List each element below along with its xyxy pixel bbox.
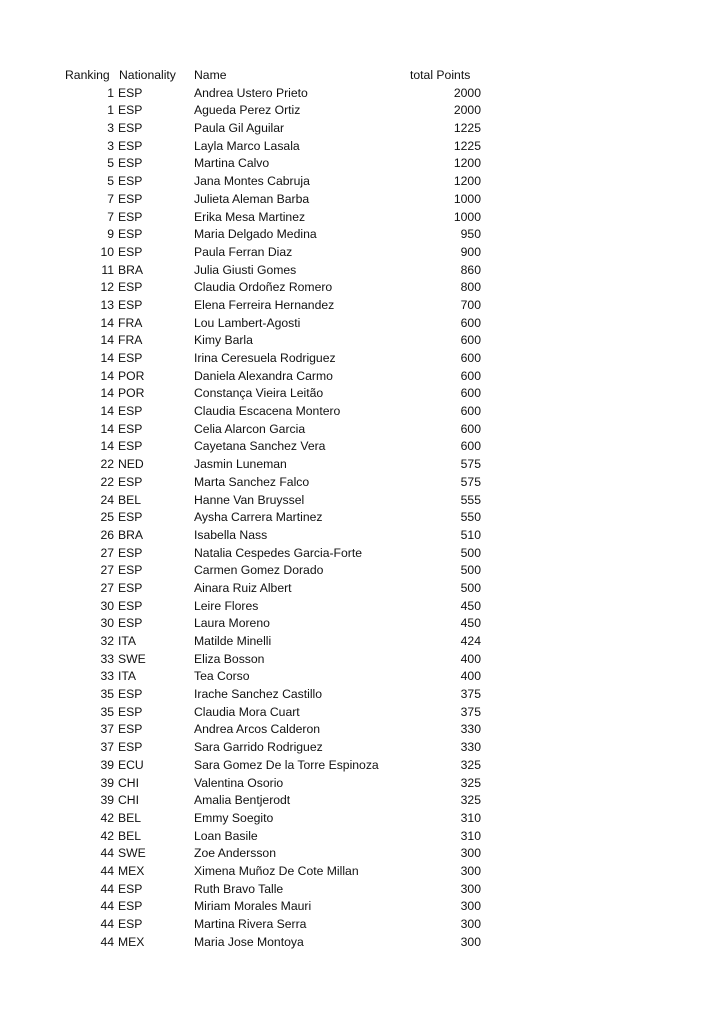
nationality-cell: MEX [118, 934, 145, 949]
rank-cell: 11 [101, 262, 114, 277]
name-cell: Eliza Bosson [194, 651, 265, 666]
nationality-cell: ESP [118, 545, 143, 560]
name-cell: Paula Gil Aguilar [194, 121, 285, 136]
table-row [0, 509, 724, 527]
rank-cell: 1 [107, 85, 114, 100]
table-row [0, 545, 724, 563]
rank-cell: 42 [100, 810, 114, 825]
table-body [0, 85, 724, 952]
table-row [0, 721, 724, 739]
name-cell: Claudia Mora Cuart [194, 704, 300, 719]
rank-cell: 7 [107, 209, 114, 224]
name-cell: Carmen Gomez Dorado [194, 563, 324, 578]
table-row [0, 704, 724, 722]
name-cell: Emmy Soegito [194, 810, 274, 825]
rank-cell: 10 [100, 244, 114, 259]
points-cell: 600 [460, 333, 481, 348]
points-cell: 550 [460, 510, 481, 525]
nationality-cell: ESP [118, 297, 143, 312]
name-cell: Julieta Aleman Barba [194, 191, 310, 206]
rank-cell: 35 [100, 687, 114, 702]
header-name: Name [194, 68, 227, 82]
name-cell: Layla Marco Lasala [194, 138, 300, 153]
points-cell: 500 [460, 563, 481, 578]
table-row [0, 85, 724, 103]
points-cell: 300 [460, 863, 481, 878]
name-cell: Claudia Escacena Montero [194, 404, 341, 419]
rank-cell: 13 [100, 297, 114, 312]
table-row [0, 262, 724, 280]
rank-cell: 37 [100, 722, 114, 737]
rank-cell: 33 [100, 669, 114, 684]
nationality-cell: FRA [118, 315, 143, 330]
nationality-cell: ESP [118, 704, 143, 719]
nationality-cell: BEL [118, 492, 142, 507]
points-cell: 500 [460, 545, 481, 560]
points-cell: 900 [460, 244, 481, 259]
table-row [0, 863, 724, 881]
rank-cell: 27 [100, 545, 114, 560]
rank-cell: 44 [100, 934, 114, 949]
points-cell: 600 [460, 421, 481, 436]
nationality-cell: SWE [118, 651, 146, 666]
nationality-cell: ESP [118, 138, 143, 153]
rank-cell: 39 [100, 757, 114, 772]
nationality-cell: FRA [118, 333, 143, 348]
points-cell: 325 [460, 757, 481, 772]
table-row [0, 792, 724, 810]
name-cell: Sara Gomez De la Torre Espinoza [194, 757, 379, 772]
points-cell: 330 [460, 722, 481, 737]
name-cell: Aysha Carrera Martinez [194, 510, 323, 525]
nationality-cell: ESP [118, 722, 143, 737]
rank-cell: 1 [107, 103, 114, 118]
rank-cell: 32 [100, 634, 114, 648]
header-ranking: Ranking [65, 68, 110, 82]
table-row [0, 775, 724, 793]
name-cell: Sara Garrido Rodriguez [194, 740, 323, 755]
nationality-cell: ESP [118, 740, 143, 755]
nationality-cell: ESP [118, 351, 143, 365]
rank-cell: 3 [107, 138, 114, 153]
nationality-cell: CHI [118, 775, 139, 790]
name-cell: Natalia Cespedes Garcia-Forte [194, 545, 362, 560]
table-row [0, 209, 724, 227]
table-row [0, 155, 724, 173]
table-row [0, 279, 724, 297]
name-cell: Ruth Bravo Talle [194, 881, 284, 896]
nationality-cell: ESP [118, 510, 143, 525]
rank-cell: 33 [100, 651, 114, 666]
nationality-cell: NED [118, 457, 144, 472]
nationality-cell: POR [118, 368, 145, 383]
points-cell: 600 [460, 368, 481, 383]
nationality-cell: BRA [118, 262, 144, 277]
points-cell: 300 [460, 899, 481, 914]
points-cell: 555 [460, 492, 481, 507]
table-row [0, 828, 724, 846]
rank-cell: 14 [100, 421, 114, 436]
rank-cell: 39 [100, 793, 114, 808]
name-cell: Valentina Osorio [194, 775, 284, 790]
points-cell: 424 [460, 634, 481, 648]
table-row [0, 474, 724, 492]
name-cell: Miriam Morales Mauri [194, 899, 312, 914]
rank-cell: 35 [100, 704, 114, 719]
name-cell: Lou Lambert-Agosti [194, 315, 301, 330]
table-row [0, 120, 724, 138]
name-cell: Jasmin Luneman [194, 457, 287, 472]
rank-cell: 5 [107, 156, 114, 171]
name-cell: Loan Basile [194, 828, 258, 843]
nationality-cell: ESP [118, 103, 143, 118]
nationality-cell: ESP [118, 121, 143, 136]
rank-cell: 22 [100, 474, 114, 489]
nationality-cell: BEL [118, 828, 142, 843]
table-row [0, 916, 724, 934]
nationality-cell: SWE [118, 846, 146, 861]
rank-cell: 3 [107, 121, 114, 136]
name-cell: Leire Flores [194, 598, 259, 613]
points-cell: 575 [460, 457, 481, 472]
table-row [0, 810, 724, 828]
table-row [0, 527, 724, 545]
rank-cell: 22 [100, 457, 114, 472]
nationality-cell: ESP [118, 244, 143, 259]
points-cell: 300 [460, 881, 481, 896]
nationality-cell: ESP [118, 580, 143, 595]
rank-cell: 12 [100, 280, 114, 295]
table-row [0, 757, 724, 775]
table-row [0, 332, 724, 350]
name-cell: Constança Vieira Leitão [194, 386, 324, 401]
table-row [0, 739, 724, 757]
name-cell: Paula Ferran Diaz [194, 244, 293, 259]
table-row [0, 598, 724, 616]
table-row [0, 633, 724, 651]
name-cell: Isabella Nass [194, 527, 268, 542]
rank-cell: 44 [100, 863, 114, 878]
points-cell: 600 [460, 404, 481, 419]
table-row [0, 615, 724, 633]
points-cell: 600 [460, 315, 481, 330]
table-row [0, 686, 724, 704]
table-row [0, 562, 724, 580]
table-row [0, 651, 724, 669]
points-cell: 300 [460, 934, 481, 949]
name-cell: Claudia Ordoñez Romero [194, 280, 333, 295]
name-cell: Cayetana Sanchez Vera [194, 439, 326, 454]
name-cell: Maria Jose Montoya [194, 934, 304, 949]
header-total-points: total Points [410, 68, 471, 82]
rank-cell: 14 [100, 386, 114, 401]
name-cell: Andrea Arcos Calderon [194, 722, 321, 737]
nationality-cell: ESP [118, 687, 143, 702]
points-cell: 860 [460, 262, 481, 277]
nationality-cell: MEX [118, 863, 145, 878]
name-cell: Kimy Barla [194, 333, 253, 348]
table-header-row [0, 67, 724, 85]
points-cell: 1200 [453, 174, 481, 189]
rank-cell: 27 [100, 563, 114, 578]
points-cell: 1000 [453, 209, 481, 224]
nationality-cell: ESP [118, 917, 143, 931]
name-cell: Maria Delgado Medina [194, 227, 317, 242]
table-row [0, 492, 724, 510]
points-cell: 600 [460, 386, 481, 401]
points-cell: 2000 [453, 85, 481, 100]
name-cell: Marta Sanchez Falco [194, 474, 310, 489]
rank-cell: 14 [100, 315, 114, 330]
nationality-cell: ITA [118, 669, 137, 684]
points-cell: 2000 [453, 103, 481, 118]
points-cell: 1200 [453, 156, 481, 171]
nationality-cell: ESP [118, 209, 143, 224]
table-row [0, 368, 724, 386]
table-row [0, 403, 724, 421]
points-cell: 310 [460, 810, 481, 825]
table-row [0, 898, 724, 916]
points-cell: 450 [460, 616, 481, 631]
nationality-cell: ESP [118, 421, 143, 436]
name-cell: Martina Calvo [194, 156, 270, 171]
rank-cell: 44 [100, 846, 114, 861]
name-cell: Irache Sanchez Castillo [194, 687, 323, 702]
name-cell: Agueda Perez Ortiz [194, 103, 301, 118]
name-cell: Elena Ferreira Hernandez [194, 297, 335, 312]
nationality-cell: ESP [118, 174, 143, 189]
points-cell: 330 [460, 740, 481, 755]
points-cell: 400 [460, 669, 481, 684]
rank-cell: 27 [100, 580, 114, 595]
name-cell: Erika Mesa Martinez [194, 209, 306, 224]
rank-cell: 44 [100, 899, 114, 914]
table-row [0, 297, 724, 315]
name-cell: Amalia Bentjerodt [194, 793, 291, 808]
nationality-cell: BRA [118, 527, 144, 542]
rank-cell: 44 [100, 881, 114, 896]
nationality-cell: ITA [118, 634, 137, 648]
points-cell: 1225 [453, 121, 481, 136]
points-cell: 300 [460, 846, 481, 861]
rank-cell: 14 [100, 404, 114, 419]
rank-cell: 37 [100, 740, 114, 755]
table-row [0, 191, 724, 209]
points-cell: 500 [460, 580, 481, 595]
rank-cell: 42 [100, 828, 114, 843]
table-row [0, 244, 724, 262]
points-cell: 510 [460, 527, 481, 542]
name-cell: Jana Montes Cabruja [194, 174, 310, 189]
table-row [0, 580, 724, 598]
table-row [0, 226, 724, 244]
nationality-cell: ECU [118, 757, 144, 772]
table-row [0, 385, 724, 403]
table-row [0, 138, 724, 156]
nationality-cell: ESP [118, 616, 143, 631]
rank-cell: 30 [100, 598, 114, 613]
rank-cell: 9 [107, 227, 114, 242]
points-cell: 375 [460, 687, 481, 702]
name-cell: Ximena Muñoz De Cote Millan [194, 863, 359, 878]
points-cell: 310 [460, 828, 481, 843]
table-row [0, 173, 724, 191]
name-cell: Irina Ceresuela Rodriguez [194, 351, 336, 365]
nationality-cell: ESP [118, 156, 143, 171]
table-row [0, 456, 724, 474]
rank-cell: 7 [107, 191, 114, 206]
points-cell: 575 [460, 474, 481, 489]
table-row [0, 845, 724, 863]
name-cell: Matilde Minelli [194, 634, 272, 648]
points-cell: 600 [460, 351, 481, 365]
table-row [0, 421, 724, 439]
name-cell: Hanne Van Bruyssel [194, 492, 305, 507]
table-row [0, 668, 724, 686]
points-cell: 950 [460, 227, 481, 242]
name-cell: Zoe Andersson [194, 846, 276, 861]
nationality-cell: ESP [118, 563, 143, 578]
nationality-cell: ESP [118, 85, 143, 100]
name-cell: Martina Rivera Serra [194, 917, 307, 931]
rank-cell: 26 [100, 527, 114, 542]
points-cell: 325 [460, 793, 481, 808]
table-row [0, 438, 724, 456]
nationality-cell: POR [118, 386, 145, 401]
rank-cell: 5 [107, 174, 114, 189]
rank-cell: 14 [100, 439, 114, 454]
rank-cell: 44 [100, 917, 114, 931]
nationality-cell: ESP [118, 191, 143, 206]
points-cell: 325 [460, 775, 481, 790]
header-nationality: Nationality [119, 68, 176, 82]
table-row [0, 315, 724, 333]
nationality-cell: ESP [118, 227, 143, 242]
points-cell: 700 [460, 297, 481, 312]
points-cell: 1225 [453, 138, 481, 153]
nationality-cell: ESP [118, 439, 143, 454]
points-cell: 600 [460, 439, 481, 454]
points-cell: 800 [460, 280, 481, 295]
name-cell: Daniela Alexandra Carmo [194, 368, 333, 383]
table-row [0, 102, 724, 120]
points-cell: 1000 [453, 191, 481, 206]
rank-cell: 14 [100, 351, 114, 365]
points-cell: 450 [460, 598, 481, 613]
rank-cell: 39 [100, 775, 114, 790]
name-cell: Tea Corso [194, 669, 250, 684]
table-row [0, 881, 724, 899]
table-row [0, 350, 724, 368]
nationality-cell: ESP [118, 280, 143, 295]
name-cell: Ainara Ruiz Albert [194, 580, 292, 595]
nationality-cell: ESP [118, 598, 143, 613]
name-cell: Julia Giusti Gomes [194, 262, 297, 277]
nationality-cell: ESP [118, 881, 143, 896]
nationality-cell: ESP [118, 404, 143, 419]
points-cell: 300 [460, 917, 481, 931]
table-row [0, 934, 724, 952]
rank-cell: 30 [100, 616, 114, 631]
rank-cell: 14 [100, 368, 114, 383]
nationality-cell: BEL [118, 810, 142, 825]
ranking-table [0, 67, 724, 951]
rank-cell: 14 [100, 333, 114, 348]
points-cell: 375 [460, 704, 481, 719]
rank-cell: 24 [100, 492, 114, 507]
name-cell: Celia Alarcon Garcia [194, 421, 306, 436]
nationality-cell: ESP [118, 474, 143, 489]
nationality-cell: ESP [118, 899, 143, 914]
points-cell: 400 [460, 651, 481, 666]
name-cell: Laura Moreno [194, 616, 270, 631]
nationality-cell: CHI [118, 793, 139, 808]
name-cell: Andrea Ustero Prieto [194, 85, 308, 100]
rank-cell: 25 [100, 510, 114, 525]
